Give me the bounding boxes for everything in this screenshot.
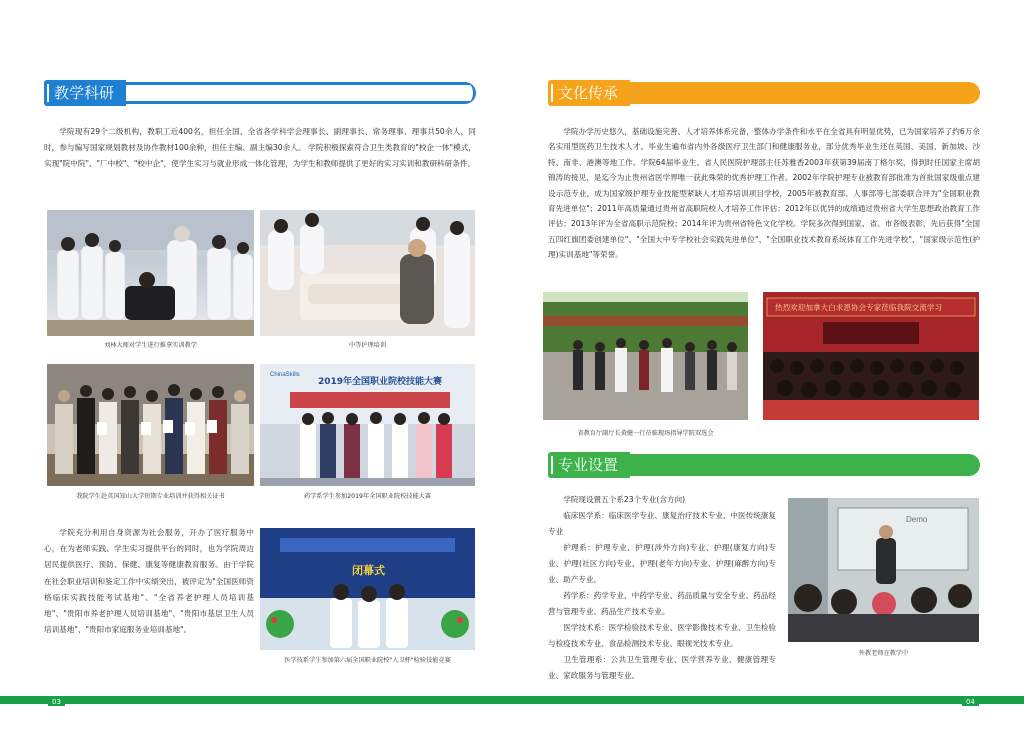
majors-medtech: 医学技术系：医学检验技术专业、医学影像技术专业、卫生检验与检疫技术专业、食品检测技术专业、眼视光技术专业。 xyxy=(548,623,776,648)
majors-health-mgmt: 卫生管理系：公共卫生管理专业、医学营养专业、健康管理专业、家政服务与管理专业。 xyxy=(548,655,776,680)
intro-paragraph: 学院现有29个二级机构，教职工近400名，担任全国、全省各学科学会理事长、副理事长、常务理事、理事共50余人，同时，参与编写国家规划教材及协作教材100余种，担任主编、副主编30余人。 学院积极探索符合卫生类教育的"校企一体"模式，实现"院中院"、"厂中校"、"校中企"，使学生实习与就业形成一体化管理，为学生和教师提供了更好的实习实训和教研科研条件。 xyxy=(44,127,476,168)
section-header-culture xyxy=(548,80,980,106)
caption-photo1: 刘林大师对学生进行推拿实训教学 xyxy=(104,342,197,349)
photo4-logo-text: ChinaSkills xyxy=(270,372,300,378)
banner-text: 热烈欢迎加拿大白求恩协会专家莅临我院交流学习 xyxy=(775,303,943,312)
photo-official-visit xyxy=(543,292,748,420)
photo-uk-drawing xyxy=(47,364,254,486)
photo5-banner-text: 闭幕式 xyxy=(352,564,385,577)
screen-text: Demo xyxy=(906,515,928,524)
photo-nursing-drawing xyxy=(260,210,475,336)
photo-skills-contest xyxy=(260,364,475,486)
photo-lab-drawing xyxy=(260,528,475,650)
section-title-teaching: 教学科研 xyxy=(44,80,126,106)
majors-nursing: 护理系：护理专业、护理(涉外方向)专业、护理(康复方向)专业、护理(社区方向)专业、护理(老年方向)专业、护理(麻醉方向)专业、助产专业。 xyxy=(548,543,776,584)
section-rule xyxy=(628,454,980,476)
photo-foreign-teacher xyxy=(788,498,979,642)
photo4-banner-text: 2019年全国职业院校技能大赛 xyxy=(318,377,443,387)
photo-auditorium-drawing xyxy=(763,292,979,420)
culture-paragraph: 学院办学历史悠久，基础设施完善、人才培养体系完备，整体办学条件和水平在全省具有明显优势，已为国家培养了约6万余名实用型医药卫生技术人才。毕业生遍布省内外各级医疗卫生部门和健康服务业，部分优秀毕业生还在英国、美国、新加坡、沙特、南非、港澳等地工作。学院64届毕业生、省人民医院护理部主任苏雅香2003年获第39届南丁格尔奖，得到时任国家主席胡锦涛的接见，是迄今为止贵州省医学界唯一获此殊荣的优秀护理工作者。2002年学院护理专业被教育部批准为首批国家级重点建设示范专业，成为国家级护理专业技能型紧缺人才培养培训项目学校，2005年被教育部、人事部等七部委联合评为"全国职业教育先进单位"；2011年高质量通过贵州省高职院校人才培养工作评估；2012年以优异的成绩通过贵州省大学生思想政治教育工作评估；2013年评为全省高职示范院校；2014年评为贵州省特色文化学校。学院多次得到国家、省、市各级表彰，先后获得"全国五四红旗团委创建单位"、"全国大中专学校社会实践先进单位"、"全国职业技术教育系统体育工作先进学校"、"国家级示范性(护理)实训基地"等荣誉。 xyxy=(548,127,980,260)
section-title-culture: 文化传承 xyxy=(548,80,630,106)
photo-skills-drawing xyxy=(260,364,475,486)
footer-bar xyxy=(512,696,1024,704)
majors-pharmacy: 药学系：药学专业、中药学专业、药品质量与安全专业、药品经营与管理专业、药品生产技术专业。 xyxy=(548,591,776,616)
section-header-teaching xyxy=(44,80,476,106)
page-number: 04 xyxy=(962,698,979,706)
page-number: 03 xyxy=(48,698,65,706)
majors-clinical: 临床医学系：临床医学专业、康复治疗技术专业、中医传统康复专业 xyxy=(548,511,776,536)
photo-lab-contest xyxy=(260,528,475,650)
service-paragraph: 学院充分利用自身资源为社会服务，开办了医疗服务中心，在为老师实践、学生实习提供平台的同时，也为学院周边居民提供医疗、预防、保健、康复等健康教育服务。由于学院在社会职业培训和鉴定工作中实绩突出，被评定为"全国医师资格临床实践技能考试基地"、"全省养老护理人员培训基地"、"贵阳市养老护理人员培训基地"、"贵阳市基层卫生人员培训基地"、"贵阳市家庭服务业培训基地"。 xyxy=(44,528,254,635)
caption-photo4: 药学系学生参加2019年全国职业院校技能大赛 xyxy=(303,493,432,500)
photo-canada-exchange xyxy=(763,292,979,420)
section-title-majors: 专业设置 xyxy=(548,452,630,478)
photo-visit-drawing xyxy=(543,292,748,420)
caption-visit: 省教育厅副厅长黄健一行莅临现场指导学院双选会 xyxy=(577,430,714,437)
caption-photo5: 医学技系学生参加第六届全国职业院校"人卫杯"检验技能竞赛 xyxy=(284,657,451,664)
majors-intro: 学院现设置五个系23个专业(含方向) xyxy=(563,495,686,504)
photo-nursing-training xyxy=(260,210,475,336)
caption-teacher: 外教老师在教学中 xyxy=(858,650,909,657)
photo-massage-drawing xyxy=(47,210,254,336)
photo-massage-training xyxy=(47,210,254,336)
footer-bar xyxy=(0,696,512,704)
photo-uk-training xyxy=(47,364,254,486)
section-rule xyxy=(124,82,476,104)
majors-list xyxy=(548,492,776,684)
caption-photo2: 中等护理培训 xyxy=(348,342,387,349)
right-page xyxy=(512,0,1024,744)
section-rule xyxy=(628,82,980,104)
section-header-majors xyxy=(548,452,980,478)
photo-teacher-drawing xyxy=(788,498,979,642)
caption-photo3: 我院学生赴英国知山大学短期专业培训并获得相关证书 xyxy=(76,493,225,500)
